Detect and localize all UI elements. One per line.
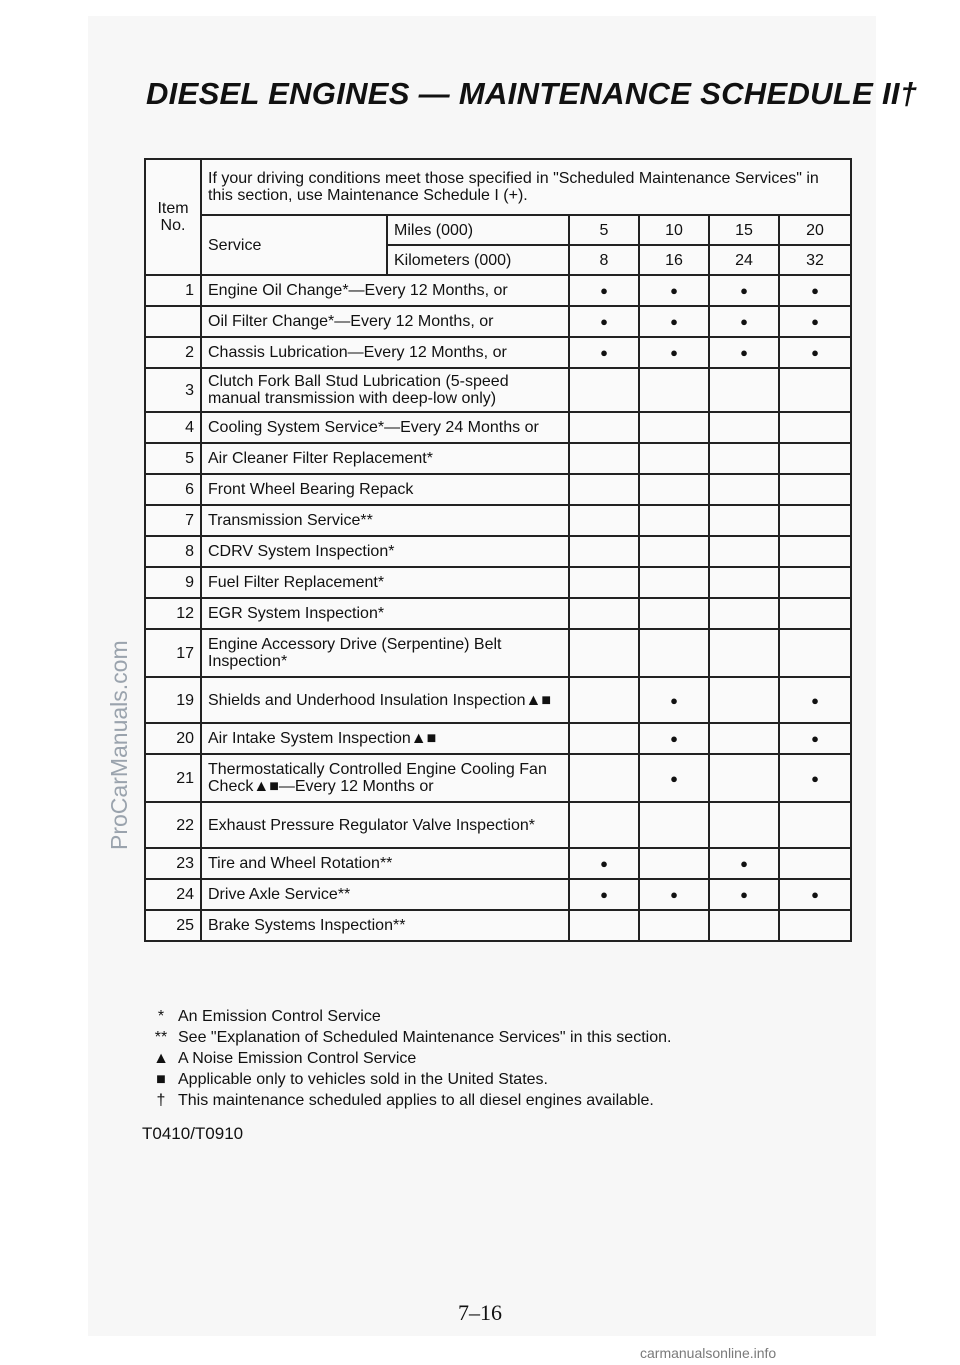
service-description: CDRV System Inspection* bbox=[201, 536, 569, 567]
interval-mark bbox=[779, 412, 851, 443]
km-interval: 8 bbox=[569, 245, 639, 275]
schedule-row bbox=[145, 337, 851, 368]
footnote-symbol: ** bbox=[154, 1029, 168, 1046]
interval-mark bbox=[709, 536, 779, 567]
interval-mark bbox=[569, 412, 639, 443]
footnote-text: An Emission Control Service bbox=[178, 1008, 381, 1025]
triangle-icon: ▲ bbox=[153, 1050, 169, 1067]
footnote-text: Applicable only to vehicles sold in the United States. bbox=[178, 1071, 548, 1088]
interval-mark bbox=[779, 443, 851, 474]
item-number: 21 bbox=[145, 754, 201, 802]
interval-mark bbox=[709, 368, 779, 412]
interval-mark bbox=[569, 443, 639, 474]
item-number: 7 bbox=[145, 505, 201, 536]
schedule-row bbox=[145, 412, 851, 443]
item-number: 3 bbox=[145, 368, 201, 412]
interval-mark bbox=[709, 412, 779, 443]
interval-mark bbox=[639, 629, 709, 677]
interval-mark: ● bbox=[639, 754, 709, 802]
item-number: 25 bbox=[145, 910, 201, 941]
interval-mark: ● bbox=[569, 848, 639, 879]
service-description: Exhaust Pressure Regulator Valve Inspection* bbox=[201, 802, 569, 848]
item-number: 1 bbox=[145, 275, 201, 306]
schedule-row bbox=[145, 848, 851, 879]
service-description: Fuel Filter Replacement* bbox=[201, 567, 569, 598]
schedule-row bbox=[145, 723, 851, 754]
interval-mark: ● bbox=[569, 275, 639, 306]
item-number: 4 bbox=[145, 412, 201, 443]
service-description: Brake Systems Inspection** bbox=[201, 910, 569, 941]
footnote-text: This maintenance scheduled applies to all diesel engines available. bbox=[178, 1092, 654, 1109]
interval-mark: ● bbox=[639, 337, 709, 368]
km-interval: 32 bbox=[779, 245, 851, 275]
item-number: 8 bbox=[145, 536, 201, 567]
interval-mark bbox=[639, 910, 709, 941]
interval-mark: ● bbox=[779, 337, 851, 368]
dagger-icon: † bbox=[156, 1092, 166, 1109]
service-description: Shields and Underhood Insulation Inspection▲■ bbox=[201, 677, 569, 723]
footnote-text: A Noise Emission Control Service bbox=[178, 1050, 417, 1067]
interval-mark: ● bbox=[709, 879, 779, 910]
service-description: Tire and Wheel Rotation** bbox=[201, 848, 569, 879]
interval-mark bbox=[639, 443, 709, 474]
schedule-row bbox=[145, 802, 851, 848]
interval-mark bbox=[709, 598, 779, 629]
schedule-row bbox=[145, 567, 851, 598]
km-interval: 16 bbox=[639, 245, 709, 275]
interval-mark bbox=[639, 848, 709, 879]
interval-mark: ● bbox=[639, 677, 709, 723]
service-description: Chassis Lubrication—Every 12 Months, or bbox=[201, 337, 569, 368]
schedule-row bbox=[145, 677, 851, 723]
item-number bbox=[145, 306, 201, 337]
service-header: Service bbox=[201, 215, 387, 275]
interval-mark bbox=[569, 910, 639, 941]
interval-mark bbox=[709, 723, 779, 754]
schedule-row bbox=[145, 629, 851, 677]
service-description: Air Intake System Inspection▲■ bbox=[201, 723, 569, 754]
interval-mark bbox=[639, 368, 709, 412]
interval-mark: ● bbox=[779, 723, 851, 754]
side-watermark: ProCarManuals.com bbox=[106, 640, 132, 850]
schedule-row bbox=[145, 275, 851, 306]
service-description: Clutch Fork Ball Stud Lubrication (5-speed manual transmission with deep-low only) bbox=[201, 368, 569, 412]
item-number: 6 bbox=[145, 474, 201, 505]
interval-mark bbox=[779, 474, 851, 505]
footnote bbox=[144, 1090, 671, 1111]
maintenance-schedule-table bbox=[144, 158, 852, 942]
square-icon: ■ bbox=[156, 1071, 166, 1088]
interval-mark bbox=[709, 910, 779, 941]
interval-mark: ● bbox=[639, 879, 709, 910]
interval-mark: ● bbox=[779, 754, 851, 802]
interval-mark: ● bbox=[779, 677, 851, 723]
footnote-text: See "Explanation of Scheduled Maintenance Services" in this section. bbox=[178, 1029, 672, 1046]
interval-mark: ● bbox=[639, 723, 709, 754]
schedule-row bbox=[145, 754, 851, 802]
interval-mark bbox=[709, 802, 779, 848]
item-number: 19 bbox=[145, 677, 201, 723]
miles-interval: 10 bbox=[639, 215, 709, 245]
miles-interval: 15 bbox=[709, 215, 779, 245]
interval-mark: ● bbox=[709, 306, 779, 337]
interval-mark bbox=[639, 567, 709, 598]
footnote bbox=[144, 1006, 671, 1027]
interval-mark bbox=[569, 598, 639, 629]
interval-mark bbox=[779, 910, 851, 941]
interval-mark bbox=[709, 443, 779, 474]
page-title: DIESEL ENGINES — MAINTENANCE SCHEDULE II† bbox=[146, 76, 918, 111]
interval-mark bbox=[569, 723, 639, 754]
interval-mark: ● bbox=[779, 275, 851, 306]
interval-mark bbox=[709, 474, 779, 505]
schedule-row bbox=[145, 910, 851, 941]
page-number: 7–16 bbox=[458, 1300, 502, 1325]
service-description: Engine Oil Change*—Every 12 Months, or bbox=[201, 275, 569, 306]
interval-mark bbox=[639, 536, 709, 567]
footnotes bbox=[144, 1006, 671, 1111]
service-description: Drive Axle Service** bbox=[201, 879, 569, 910]
interval-mark bbox=[709, 629, 779, 677]
schedule-row bbox=[145, 368, 851, 412]
footnote bbox=[144, 1027, 671, 1048]
miles-interval: 20 bbox=[779, 215, 851, 245]
item-number: 22 bbox=[145, 802, 201, 848]
interval-mark bbox=[779, 598, 851, 629]
service-description: EGR System Inspection* bbox=[201, 598, 569, 629]
item-number: 23 bbox=[145, 848, 201, 879]
interval-mark bbox=[569, 474, 639, 505]
interval-mark bbox=[639, 412, 709, 443]
schedule-note: If your driving conditions meet those specified in "Scheduled Maintenance Services" in this section, use Maintenance Schedule I (+). bbox=[201, 159, 851, 215]
schedule-row bbox=[145, 879, 851, 910]
interval-mark bbox=[639, 474, 709, 505]
km-interval: 24 bbox=[709, 245, 779, 275]
item-number: 24 bbox=[145, 879, 201, 910]
interval-mark bbox=[709, 754, 779, 802]
interval-mark bbox=[779, 536, 851, 567]
service-description: Air Cleaner Filter Replacement* bbox=[201, 443, 569, 474]
interval-mark bbox=[709, 677, 779, 723]
item-number: 17 bbox=[145, 629, 201, 677]
interval-mark bbox=[779, 368, 851, 412]
interval-mark bbox=[569, 536, 639, 567]
interval-mark bbox=[709, 505, 779, 536]
schedule-row bbox=[145, 505, 851, 536]
service-description: Transmission Service** bbox=[201, 505, 569, 536]
schedule-row bbox=[145, 306, 851, 337]
interval-mark bbox=[569, 567, 639, 598]
interval-mark bbox=[569, 754, 639, 802]
item-number: 9 bbox=[145, 567, 201, 598]
interval-mark bbox=[569, 802, 639, 848]
interval-mark bbox=[639, 505, 709, 536]
interval-mark bbox=[779, 848, 851, 879]
interval-mark: ● bbox=[709, 275, 779, 306]
footnote-symbol: * bbox=[157, 1008, 165, 1025]
kilometers-header: Kilometers (000) bbox=[387, 245, 569, 275]
interval-mark bbox=[569, 368, 639, 412]
interval-mark bbox=[779, 505, 851, 536]
service-description: Engine Accessory Drive (Serpentine) Belt Inspection* bbox=[201, 629, 569, 677]
schedule-row bbox=[145, 474, 851, 505]
service-description: Cooling System Service*—Every 24 Months or bbox=[201, 412, 569, 443]
interval-mark: ● bbox=[709, 337, 779, 368]
schedule-row bbox=[145, 536, 851, 567]
service-description: Oil Filter Change*—Every 12 Months, or bbox=[201, 306, 569, 337]
document-code: T0410/T0910 bbox=[142, 1124, 244, 1143]
interval-mark: ● bbox=[639, 275, 709, 306]
bottom-watermark: carmanualsonline.info bbox=[640, 1345, 777, 1361]
interval-mark: ● bbox=[779, 879, 851, 910]
interval-mark: ● bbox=[569, 879, 639, 910]
miles-interval: 5 bbox=[569, 215, 639, 245]
interval-mark: ● bbox=[779, 306, 851, 337]
item-number: 12 bbox=[145, 598, 201, 629]
schedule-row bbox=[145, 443, 851, 474]
interval-mark bbox=[569, 677, 639, 723]
service-description: Thermostatically Controlled Engine Cooling Fan Check▲■—Every 12 Months or bbox=[201, 754, 569, 802]
item-number: 5 bbox=[145, 443, 201, 474]
interval-mark bbox=[779, 802, 851, 848]
miles-header: Miles (000) bbox=[387, 215, 569, 245]
item-number-header: Item No. bbox=[145, 159, 201, 275]
interval-mark bbox=[779, 567, 851, 598]
interval-mark: ● bbox=[569, 337, 639, 368]
footnote bbox=[144, 1069, 671, 1090]
schedule-row bbox=[145, 598, 851, 629]
interval-mark: ● bbox=[639, 306, 709, 337]
interval-mark bbox=[569, 505, 639, 536]
footnote bbox=[144, 1048, 671, 1069]
item-number: 20 bbox=[145, 723, 201, 754]
interval-mark bbox=[569, 629, 639, 677]
item-number: 2 bbox=[145, 337, 201, 368]
interval-mark bbox=[639, 598, 709, 629]
interval-mark bbox=[709, 567, 779, 598]
interval-mark: ● bbox=[709, 848, 779, 879]
interval-mark bbox=[779, 629, 851, 677]
interval-mark: ● bbox=[569, 306, 639, 337]
service-description: Front Wheel Bearing Repack bbox=[201, 474, 569, 505]
interval-mark bbox=[639, 802, 709, 848]
